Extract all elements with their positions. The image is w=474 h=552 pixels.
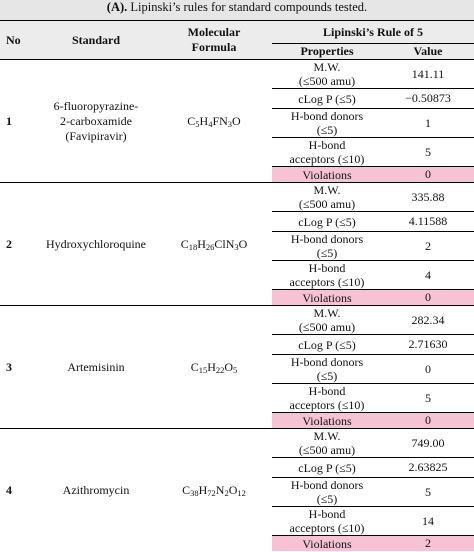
prop-clogp-label-line: cLog P (≤5) <box>298 460 356 475</box>
prop-violations-label-line: Violations <box>302 413 352 428</box>
prop-clogp-label <box>272 89 382 109</box>
prop-hba-label-line: acceptors (≤10) <box>289 521 365 535</box>
prop-hbd-label <box>272 109 382 138</box>
table-row <box>0 306 474 335</box>
prop-hbd-label-line: H-bond donors <box>290 109 364 123</box>
prop-mw-label <box>272 183 382 212</box>
formula-element: C <box>182 482 191 497</box>
prop-violations-value: 0 <box>382 413 474 429</box>
prop-hba-value: 5 <box>382 138 474 167</box>
prop-mw-label-line: M.W. <box>313 429 341 443</box>
formula-element: ClN <box>214 236 235 251</box>
prop-hba-label <box>272 138 382 167</box>
prop-mw-value: 282.34 <box>382 306 474 335</box>
compound-name-line: (Favipiravir) <box>65 128 127 143</box>
formula-element: C <box>187 113 196 128</box>
prop-mw-label-line: M.W. <box>313 60 341 74</box>
compound-name <box>36 429 156 552</box>
prop-hba-label-line: H-bond <box>308 384 346 398</box>
prop-hbd-label-line: H-bond donors <box>290 478 364 492</box>
compound-name-line: Artemisinin <box>67 359 125 374</box>
table-row <box>0 429 474 458</box>
prop-mw-value: 749.00 <box>382 429 474 458</box>
compound-name-line: 2-carboxamide <box>60 113 132 128</box>
prop-hba-label <box>272 384 382 413</box>
prop-hba-label-line: H-bond <box>308 261 346 275</box>
formula-element: N <box>215 482 225 497</box>
prop-mw-label-line: (≤500 amu) <box>298 320 356 334</box>
prop-violations-label-line: Violations <box>302 536 352 551</box>
prop-hbd-label-line: (≤5) <box>316 123 338 137</box>
prop-hbd-value: 5 <box>382 478 474 507</box>
prop-violations-label-line: Violations <box>302 290 352 305</box>
prop-mw-label <box>272 429 382 458</box>
prop-mw-label <box>272 306 382 335</box>
prop-hbd-value: 2 <box>382 232 474 261</box>
formula-element: H <box>199 113 209 128</box>
prop-hba-value: 5 <box>382 384 474 413</box>
prop-clogp-value: −0.50873 <box>382 89 474 109</box>
prop-clogp-label-line: cLog P (≤5) <box>298 91 356 106</box>
prop-hba-label-line: acceptors (≤10) <box>289 398 365 412</box>
prop-hbd-label-line: (≤5) <box>316 369 338 383</box>
header-lipinski-group: Lipinski’s Rule of 5 <box>272 21 474 44</box>
formula-element: C <box>190 359 199 374</box>
prop-hbd-label <box>272 355 382 384</box>
formula-element: FN <box>212 113 228 128</box>
prop-mw-value: 141.11 <box>382 60 474 89</box>
prop-violations-label-line: Violations <box>302 167 352 182</box>
prop-hba-label-line: acceptors (≤10) <box>289 152 365 166</box>
prop-clogp-label <box>272 212 382 232</box>
prop-violations-label <box>272 536 382 552</box>
prop-hbd-label-line: H-bond donors <box>290 232 364 246</box>
compound-name <box>36 183 156 306</box>
table-body <box>0 60 474 552</box>
prop-hbd-label <box>272 232 382 261</box>
prop-hba-value: 4 <box>382 261 474 290</box>
caption-text: Lipinski’s rules for standard compounds tested. <box>130 0 368 14</box>
prop-hbd-label <box>272 478 382 507</box>
prop-clogp-value: 2.63825 <box>382 458 474 478</box>
formula-subscript: 12 <box>237 487 246 498</box>
prop-clogp-value: 4.11588 <box>382 212 474 232</box>
header-row <box>0 21 474 44</box>
prop-violations-label <box>272 413 382 429</box>
lipinski-table <box>0 20 474 551</box>
formula-element: O <box>238 236 248 251</box>
formula-element: O <box>228 482 238 497</box>
prop-clogp-label <box>272 458 382 478</box>
compound-no: 2 <box>0 183 36 306</box>
formula-subscript: 5 <box>233 364 238 375</box>
compound-no: 1 <box>0 60 36 183</box>
prop-hbd-value: 1 <box>382 109 474 138</box>
formula-subscript: 22 <box>215 364 225 375</box>
molecular-formula <box>156 183 272 306</box>
prop-hba-label-line: H-bond <box>308 138 346 152</box>
formula-subscript: 15 <box>198 364 208 375</box>
prop-violations-value: 0 <box>382 290 474 306</box>
formula-element: H <box>207 359 216 374</box>
prop-hbd-value: 0 <box>382 355 474 384</box>
formula-subscript: 2 <box>224 487 229 498</box>
header-no: No <box>0 21 36 60</box>
prop-mw-value: 335.88 <box>382 183 474 212</box>
header-formula-line1: Molecular <box>187 25 241 39</box>
prop-clogp-label <box>272 335 382 355</box>
header-standard: Standard <box>36 21 156 60</box>
formula-subscript: 3 <box>227 118 233 129</box>
compound-no: 3 <box>0 306 36 429</box>
prop-mw-label-line: (≤500 amu) <box>298 74 356 88</box>
prop-mw-label <box>272 60 382 89</box>
prop-clogp-label-line: cLog P (≤5) <box>298 214 356 229</box>
formula-element: C <box>180 236 189 251</box>
prop-mw-label-line: (≤500 amu) <box>298 443 356 457</box>
prop-hbd-label-line: (≤5) <box>316 492 338 506</box>
prop-hba-label <box>272 507 382 536</box>
table-caption <box>0 0 474 20</box>
compound-no: 4 <box>0 429 36 552</box>
formula-subscript: 18 <box>188 241 198 252</box>
header-properties: Properties <box>272 44 382 60</box>
prop-clogp-label-line: cLog P (≤5) <box>298 337 356 352</box>
molecular-formula <box>156 429 272 552</box>
prop-hba-label-line: acceptors (≤10) <box>289 275 365 289</box>
formula-element: O <box>224 359 234 374</box>
prop-mw-label-line: (≤500 amu) <box>298 197 356 211</box>
prop-hba-label-line: H-bond <box>308 507 346 521</box>
prop-mw-label-line: M.W. <box>313 183 341 197</box>
compound-name-line: Azithromycin <box>62 482 130 497</box>
prop-violations-label <box>272 167 382 183</box>
molecular-formula <box>156 60 272 183</box>
formula-element: O <box>232 113 241 128</box>
prop-hbd-label-line: H-bond donors <box>290 355 364 369</box>
formula-subscript: 4 <box>208 118 213 129</box>
prop-violations-value: 2 <box>382 536 474 552</box>
header-value: Value <box>382 44 474 60</box>
formula-element: H <box>197 236 206 251</box>
header-formula-line2: Formula <box>191 40 237 54</box>
molecular-formula <box>156 306 272 429</box>
formula-subscript: 26 <box>205 241 215 252</box>
prop-hba-value: 14 <box>382 507 474 536</box>
formula-element: H <box>198 482 208 497</box>
header-formula <box>156 21 272 60</box>
formula-subscript: 3 <box>234 241 239 252</box>
prop-violations-label <box>272 290 382 306</box>
prop-clogp-value: 2.71630 <box>382 335 474 355</box>
compound-name-line: 6-fluoropyrazine- <box>53 98 139 113</box>
table-row <box>0 183 474 212</box>
formula-subscript: 5 <box>195 118 200 129</box>
prop-hbd-label-line: (≤5) <box>316 246 338 260</box>
compound-name <box>36 306 156 429</box>
compound-name-line: Hydroxychloroquine <box>46 236 146 251</box>
caption-label: (A). <box>106 0 128 14</box>
prop-hba-label <box>272 261 382 290</box>
formula-subscript: 72 <box>207 487 216 498</box>
prop-violations-value: 0 <box>382 167 474 183</box>
table-row <box>0 60 474 89</box>
prop-mw-label-line: M.W. <box>313 306 341 320</box>
compound-name <box>36 60 156 183</box>
formula-subscript: 38 <box>190 487 199 498</box>
